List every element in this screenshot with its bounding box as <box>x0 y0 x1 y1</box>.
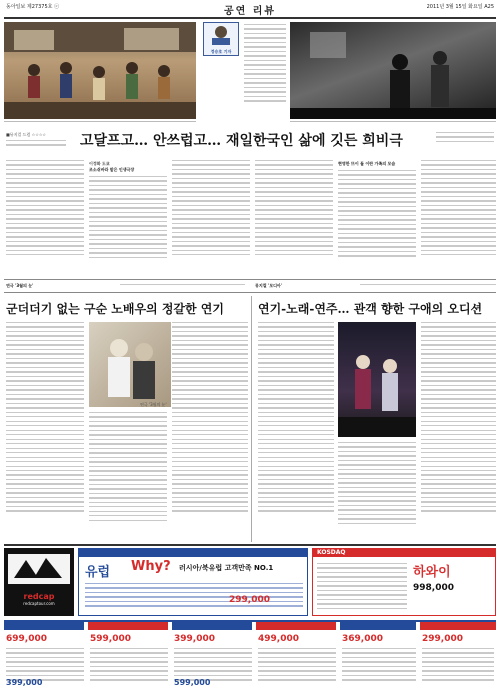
review2-tag: 연극 '3월의 눈' <box>6 283 34 288</box>
review2-photo-svg <box>89 322 171 407</box>
review1-headline: 고달프고… 안쓰럽고… 재일한국인 삶에 깃든 희비극 <box>80 133 403 149</box>
review-intro-text <box>244 24 286 116</box>
review3-photo <box>338 322 416 437</box>
ad-rule <box>4 544 496 546</box>
travel-banner-title: 유럽 <box>85 565 111 580</box>
redcap-logo-icon <box>4 548 74 588</box>
hawaii-list <box>317 563 407 612</box>
review2-photo <box>89 322 171 407</box>
redcap-name: redcap <box>23 592 55 601</box>
review2-rating-line <box>120 284 245 285</box>
review1-col-head-2: 조소쉬바라 맡은 인생극장 <box>89 167 135 172</box>
stage-photo-right <box>290 22 496 119</box>
grid-list-2 <box>90 648 168 684</box>
grid-price-5: 369,000 <box>342 634 383 644</box>
grid-list-5 <box>342 648 416 684</box>
review1-col-5 <box>338 170 416 275</box>
grid-head-6 <box>420 622 496 630</box>
hawaii-ad <box>312 548 496 616</box>
review1-col-6 <box>421 160 496 275</box>
review1-tag-left: ■뮤지컬 드럼 ☆☆☆☆ <box>6 132 46 137</box>
grid-list-4 <box>258 648 336 684</box>
review1-col-3 <box>172 160 250 275</box>
review1-col-head-3: 현영한 뜨이 돌 이란 가족의 모습 <box>338 161 396 166</box>
grid-price-7: 399,000 <box>6 678 43 687</box>
travel-price-1: 299,000 <box>229 595 270 605</box>
review2-col-2 <box>89 412 167 540</box>
travel-ad-top-stripe <box>79 549 308 557</box>
review3-col-2 <box>338 442 416 540</box>
mid-rule-2 <box>4 292 496 293</box>
redcap-ad <box>4 548 74 616</box>
grid-head-1 <box>4 622 84 630</box>
photo-caption-right <box>290 121 496 122</box>
review3-col-1 <box>258 322 334 540</box>
travel-list <box>85 583 303 610</box>
grid-head-3 <box>172 622 252 630</box>
grid-list-6 <box>422 648 494 684</box>
review3-tag: 뮤지컬 '모디아' <box>255 283 283 288</box>
travel-slogan: 러시아/북유럽 고객만족 NO.1 <box>179 564 274 572</box>
review2-col-1 <box>6 322 84 540</box>
review2-headline: 군더더기 없는 구순 노배우의 정갈한 연기 <box>6 302 224 316</box>
grid-head-4 <box>256 622 336 630</box>
section-title: 공연 리뷰 <box>223 6 277 17</box>
review1-rating-box-right <box>436 132 494 145</box>
hawaii-price: 998,000 <box>413 583 454 593</box>
grid-price-1: 699,000 <box>6 634 47 644</box>
review1-col-1 <box>6 160 84 275</box>
review3-headline: 연기-노래-연주… 관객 향한 구애의 오디션 <box>258 302 483 316</box>
stage-photo-left-svg <box>4 22 196 119</box>
grid-head-5 <box>340 622 416 630</box>
review2-photo-caption: 연극 '3월의 눈' <box>140 402 167 407</box>
kosdaq-label: KOSDAQ <box>317 548 346 556</box>
stage-photo-right-svg <box>290 22 496 119</box>
photo-caption-left <box>4 121 196 122</box>
review3-rating-line <box>360 284 496 285</box>
reviewer-portrait-icon <box>204 23 238 45</box>
review1-col-head-1: 이정화 도쿄 <box>89 161 110 166</box>
paper-name: 동아일보 제27375호 ⓒ <box>6 4 60 10</box>
grid-head-2 <box>88 622 168 630</box>
travel-grid <box>4 620 496 688</box>
grid-price-4: 499,000 <box>258 634 299 644</box>
review3-photo-svg <box>338 322 416 437</box>
redcap-url: redcaptour.com <box>23 601 55 606</box>
stage-photo-left <box>4 22 196 119</box>
grid-price-2: 599,000 <box>90 634 131 644</box>
reviewer-badge-name: 정승호 기자 <box>210 49 232 54</box>
travel-ad <box>78 548 308 616</box>
grid-price-3: 399,000 <box>174 634 215 644</box>
reviewer-badge <box>203 22 239 56</box>
review2-col-3 <box>172 322 248 540</box>
grid-price-6: 299,000 <box>422 634 463 644</box>
travel-why: Why? <box>131 559 171 574</box>
hawaii-title: 하와이 <box>413 565 451 580</box>
review1-col-2 <box>89 176 167 275</box>
review3-col-3 <box>421 322 496 540</box>
review1-col-4 <box>255 160 333 275</box>
date-page: 2011년 3월 15일 화요일 A25 <box>426 4 494 10</box>
header-rule <box>4 17 496 19</box>
column-divider <box>251 296 252 542</box>
grid-price-8: 599,000 <box>174 678 211 687</box>
mid-rule <box>4 279 496 280</box>
review1-rating-box <box>6 140 66 149</box>
